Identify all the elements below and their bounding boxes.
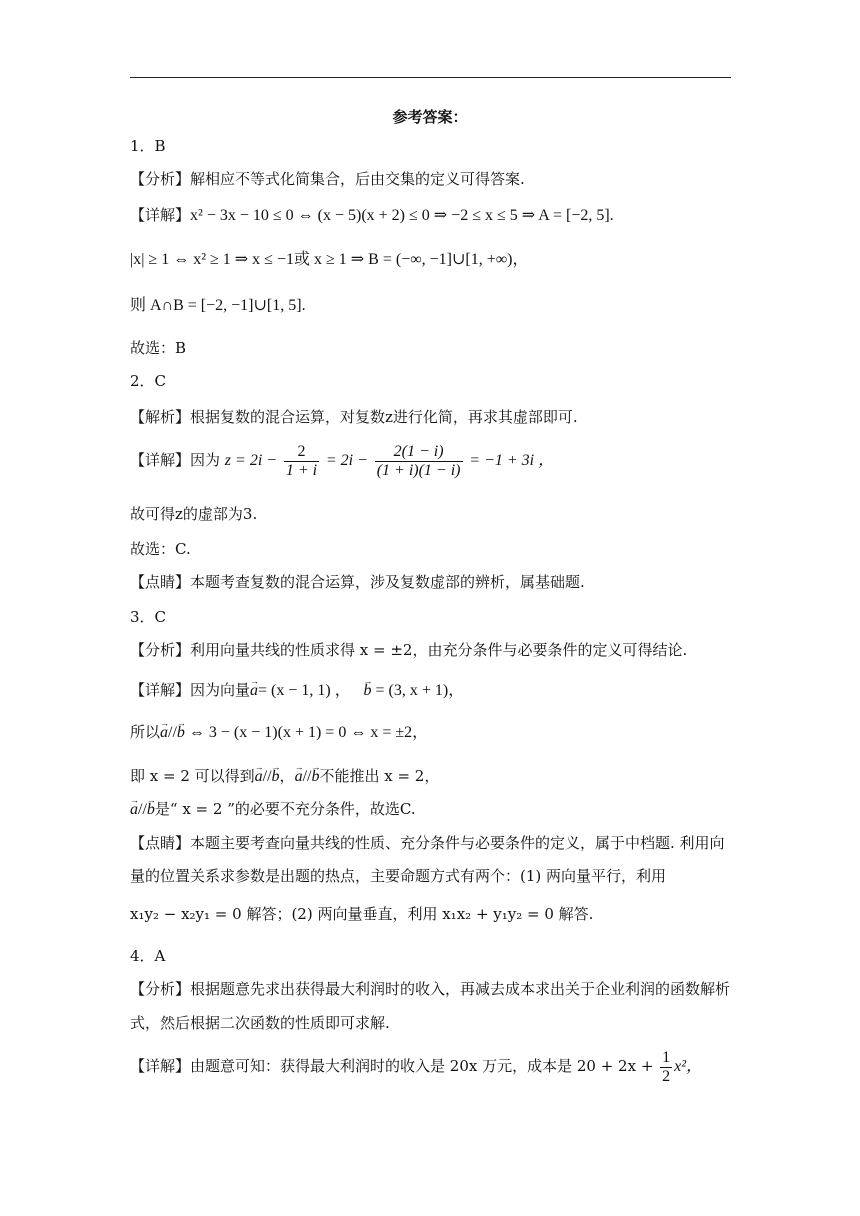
fraction	[284, 443, 319, 480]
answer-1-detail	[130, 205, 614, 226]
text: 所以	[130, 723, 161, 741]
page-title: 参考答案：	[392, 108, 468, 126]
answer-2-conclusion: 故可得z的虚部为3.	[130, 505, 258, 523]
numerator: 1	[662, 1048, 671, 1066]
answer-4-analysis-2: 式，然后根据二次函数的性质即可求解.	[130, 1014, 390, 1032]
fraction	[660, 1049, 672, 1086]
answer-3-comment-3: x₁y₂ − x₂y₁ = 0 解答；(2) 两向量垂直，利用 x₁x₂ + y₁y₂ = 0 解答.	[130, 905, 594, 923]
formula: x² − 3x − 10 ≤ 0 ⇔ (x − 5)(x + 2) ≤ 0 ⇒ −2 ≤ x ≤ 5 ⇒ A = [−2, 5].	[190, 207, 614, 224]
answer-2-analysis: 【解析】根据复数的混合运算，对复数z进行化简，再求其虚部即可.	[130, 408, 578, 426]
parallel: //	[138, 801, 147, 818]
text: 不能推出 x = 2，	[319, 767, 440, 785]
detail-tag: 【详解】	[130, 206, 191, 224]
answer-1-choice: 故选：B	[130, 339, 187, 357]
vector-a: → a	[295, 767, 303, 787]
formula-part: = (3, x + 1)，	[371, 682, 465, 699]
formula-part: = (x − 1, 1) ，	[258, 682, 351, 699]
answer-3-formula-2	[130, 766, 439, 787]
vector-b: → b	[177, 723, 185, 743]
header-rule	[130, 77, 731, 78]
answer-4-heading: 4．A	[130, 947, 166, 965]
text: 是“ x = 2 ”的必要不充分条件，故选C.	[154, 800, 416, 818]
text: 【详解】由题意可知：获得最大利润时的收入是 20x 万元，成本是 20 + 2x +	[130, 1057, 654, 1075]
vector-a: → a	[255, 767, 263, 787]
formula-part: ⇔ 3 − (x − 1)(x + 1) = 0 ⇔ x = ±2，	[184, 724, 429, 741]
answer-1-analysis: 【分析】解相应不等式化简集合，后由交集的定义可得答案.	[130, 170, 525, 188]
parallel: //	[262, 768, 272, 785]
answer-1-formula-2: |x| ≥ 1 ⇔ x² ≥ 1 ⇒ x ≤ −1或 x ≥ 1 ⇒ B = (−∞, −1]∪[1, +∞)，	[130, 251, 529, 268]
formula-part: = 2i −	[325, 452, 368, 469]
parallel: //	[302, 768, 312, 785]
numerator: 2	[297, 442, 306, 460]
answer-4-detail	[130, 1046, 702, 1087]
denominator: 2	[662, 1067, 671, 1085]
numerator: 2(1 − i)	[393, 442, 444, 460]
vector-b: → b	[272, 767, 280, 787]
text: 即 x = 2 可以得到	[130, 767, 255, 785]
vector-b: → b	[364, 681, 372, 701]
vector-b: → b	[147, 800, 155, 820]
answer-3-conclusion	[130, 799, 416, 820]
vector-b: → b	[311, 767, 319, 787]
answer-3-comment-2: 量的位置关系求参数是出题的热点，主要命题方式有两个：(1) 两向量平行，利用	[130, 867, 667, 885]
answer-2-heading: 2．C	[130, 372, 167, 390]
answer-3-heading: 3．C	[130, 608, 167, 626]
answer-2-detail	[130, 440, 554, 481]
vector-a: → a	[250, 681, 258, 701]
parallel: //	[168, 724, 177, 741]
formula-part: z = 2i −	[224, 452, 278, 469]
detail-tag: 【详解】因为	[130, 451, 221, 469]
vector-a: → a	[130, 800, 138, 820]
answer-1-heading: 1．B	[130, 137, 166, 155]
text: ，	[279, 767, 295, 785]
answer-2-comment: 【点睛】本题考查复数的混合运算，涉及复数虚部的辨析，属基础题.	[130, 573, 585, 591]
answer-2-choice: 故选：C.	[130, 540, 191, 558]
fraction	[375, 443, 463, 480]
detail-tag: 【详解】因为向量	[130, 681, 251, 699]
answer-3-comment-1: 【点睛】本题主要考查向量共线的性质、充分条件与必要条件的定义，属于中档题. 利用向	[130, 834, 725, 852]
formula-part: = −1 + 3i ，	[469, 452, 555, 469]
denominator: (1 + i)(1 − i)	[376, 461, 461, 479]
answer-1-formula-3: 则 A∩B = [−2, −1]∪[1, 5].	[130, 297, 306, 314]
vector-a: → a	[160, 723, 168, 743]
answer-3-analysis: 【分析】利用向量共线的性质求得 x = ±2，由充分条件与必要条件的定义可得结论.	[130, 641, 688, 659]
denominator: 1 + i	[285, 461, 318, 479]
answer-3-formula	[130, 722, 428, 743]
answer-3-detail	[130, 680, 464, 701]
formula-part: x²，	[674, 1058, 703, 1075]
answer-4-analysis-1: 【分析】根据题意先求出获得最大利润时的收入，再减去成本求出关于企业利润的函数解析	[130, 980, 731, 998]
